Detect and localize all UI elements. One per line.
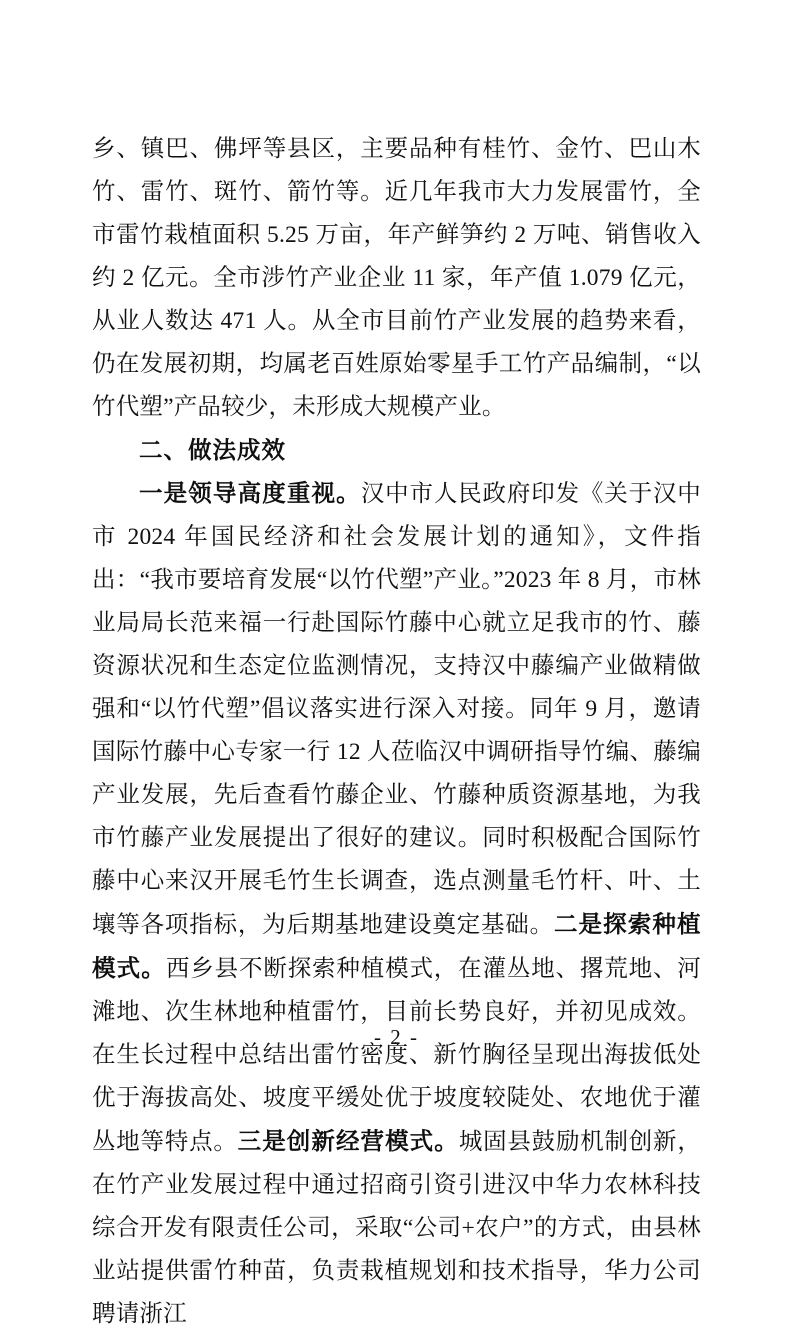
paragraph-continued: 乡、镇巴、佛坪等县区，主要品种有桂竹、金竹、巴山木竹、雷竹、斑竹、箭竹等。近几年我市大力发展雷竹，全市雷竹栽植面积 5.25 万亩，年产鲜笋约 2 万吨、销售收入约 2 亿元。全市涉竹产业企业 11 家，年产值 1.079 亿元，从业人数达 471 人。从全市目前竹产业发展的趋势来看，仍在发展初期，均属老百姓原始零星手工竹产品编制，“以竹代塑”产品较少，未形成大规模产业。 [92,136,701,420]
section-two-paragraph [92,472,701,1336]
page-number: - 2 - [374,1025,419,1049]
document-body [92,128,701,1336]
subheading-run-one: 一是领导高度重视。 [139,479,361,507]
subheading-run-two: 二是探索种植模式。 [92,910,701,982]
body-run-one: 汉中市人民政府印发《关于汉中市 2024 年国民经济和社会发展计划的通知》，文件指出：“我市要培育发展“以竹代塑”产业。”2023 年 8 月，市林业局局长范来福一行赴国际竹藤中心就立足我市的竹、藤资源状况和生态定位监测情况，支持汉中藤编产业做精做强和“以竹代塑”倡议落实进行深入对接。同年 9 月，邀请国际竹藤中心专家一行 12 人莅临汉中调研指导竹编、藤编产业发展，先后查看竹藤企业、竹藤种质资源基地，为我市竹藤产业发展提出了很好的建议。同时积极配合国际竹藤中心来汉开展毛竹生长调查，选点测量毛竹杆、叶、土壤等各项指标，为后期基地建设奠定基础。 [92,481,701,938]
body-run-three: 城固县鼓励机制创新，在竹产业发展过程中通过招商引资引进汉中华力农林科技综合开发有限责任公司，采取“公司+农户”的方式，由县林业站提供雷竹种苗，负责栽植规划和技术指导，华力公司聘请浙江 [92,1129,702,1327]
body-run-two: 西乡县不断探索种植模式，在灌丛地、撂荒地、河滩地、次生林地种植雷竹，目前长势良好，并初见成效。在生长过程中总结出雷竹密度、新竹胸径呈现出海拔低处优于海拔高处、坡度平缓处优于坡度较陡处、农地优于灌丛地等特点。 [92,956,701,1155]
subheading-run-three: 三是创新经营模式。 [237,1127,459,1155]
section-heading-two: 二、做法成效 [139,436,286,464]
